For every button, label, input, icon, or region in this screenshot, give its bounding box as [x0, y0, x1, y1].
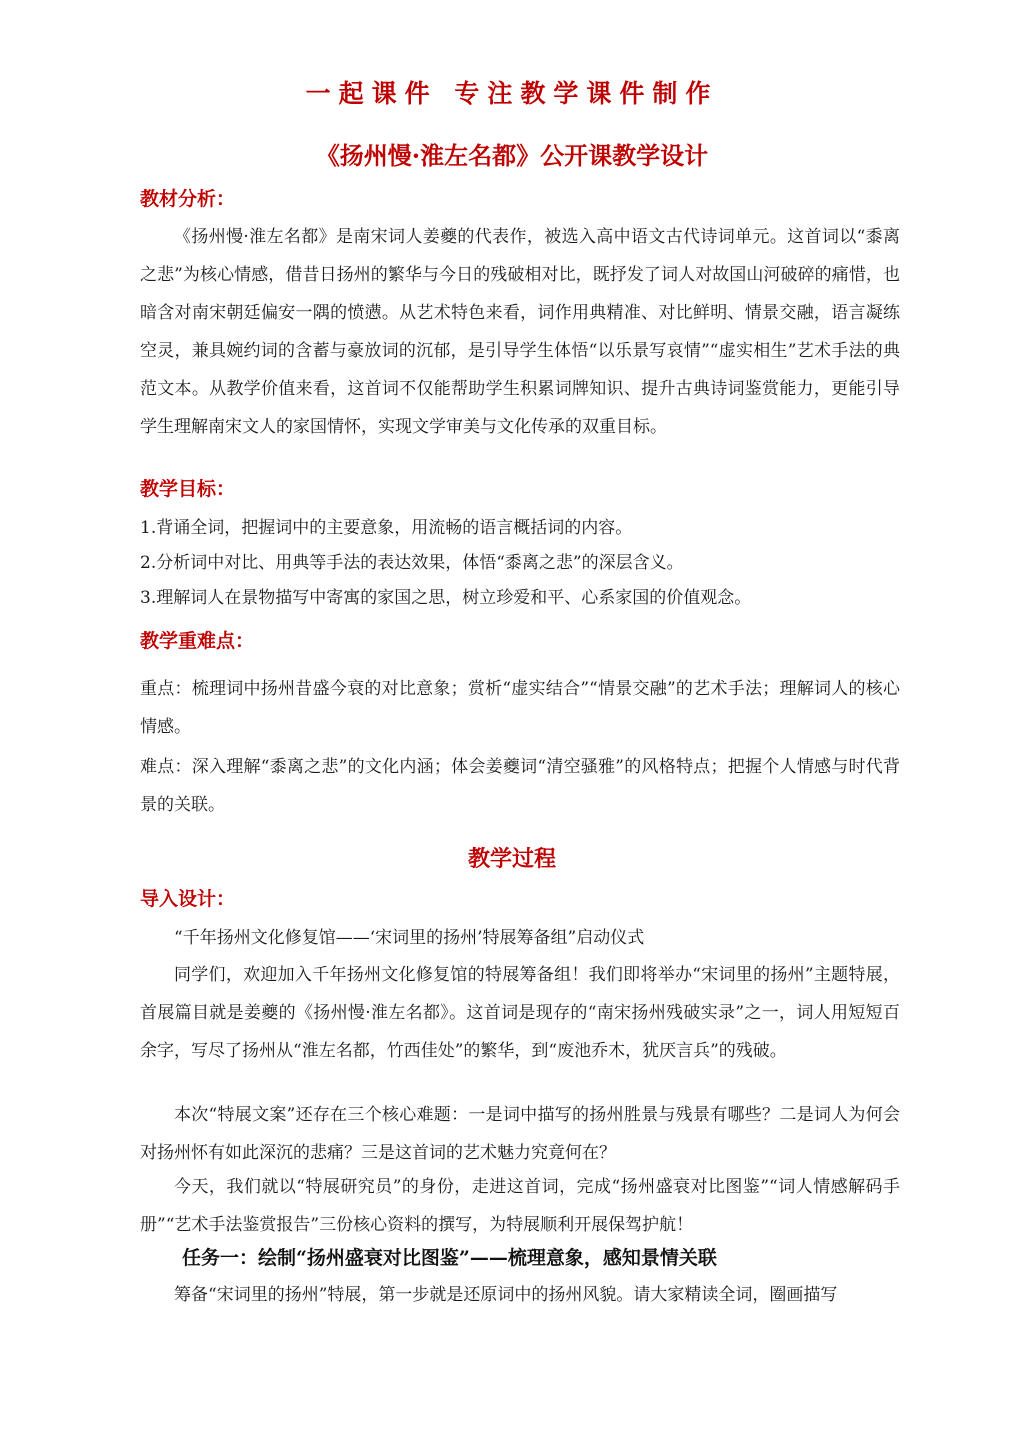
task-one-heading: 任务一：绘制“扬州盛衰对比图鉴”——梳理意象，感知景情关联: [182, 1247, 717, 1269]
difficult-point-paragraph: 难点：深入理解“黍离之悲”的文化内涵；体会姜夔词“清空骚雅”的风格特点；把握个人情感与时代背景的关联。: [140, 757, 900, 815]
goal-item: 1.背诵全词，把握词中的主要意象，用流畅的语言概括词的内容。: [140, 518, 633, 538]
today-paragraph: 今天，我们就以“特展研究员”的身份，走进这首词，完成“扬州盛衰对比图鉴”“词人情感解码手册”“艺术手法鉴赏报告”三份核心资料的撰写，为特展顺利开展保驾护航！: [140, 1177, 900, 1235]
problems-paragraph: 本次“特展文案”还存在三个核心难题：一是词中描写的扬州胜景与残景有哪些？二是词人为何会对扬州怀有如此深沉的悲痛？三是这首词的艺术魅力究竟何在？: [140, 1105, 900, 1163]
document-title: 《扬州慢·淮左名都》公开课教学设计: [315, 141, 709, 170]
section-heading-material: 教材分析：: [140, 188, 236, 210]
event-line: “千年扬州文化修复馆——‘宋词里的扬州’特展筹备组”启动仪式: [174, 928, 645, 948]
intro-paragraph: 同学们，欢迎加入千年扬州文化修复馆的特展筹备组！我们即将举办“宋词里的扬州”主题特展，首展篇目就是姜夔的《扬州慢·淮左名都》。这首词是现存的“南宋扬州残破实录”之一，词人用短短百余字，写尽了扬州从“淮左名都，竹西佳处”的繁华，到“废池乔木，犹厌言兵”的残破。: [140, 965, 900, 1061]
task-one-paragraph: 筹备“宋词里的扬州”特展，第一步就是还原词中的扬州风貌。请大家精读全词，圈画描写: [174, 1285, 838, 1305]
goal-item: 2.分析词中对比、用典等手法的表达效果，体悟“黍离之悲”的深层含义。: [140, 553, 684, 573]
section-heading-intro: 导入设计：: [140, 888, 236, 910]
key-point-paragraph: 重点：梳理词中扬州昔盛今衰的对比意象；赏析“虚实结合”“情景交融”的艺术手法；理解词人的核心情感。: [140, 679, 900, 737]
section-heading-keypoints: 教学重难点：: [140, 630, 255, 652]
section-heading-goals: 教学目标：: [140, 478, 236, 500]
goal-item: 3.理解词人在景物描写中寄寓的家国之思，树立珍爱和平、心系家国的价值观念。: [140, 588, 752, 608]
teaching-process-title: 教学过程: [467, 846, 556, 872]
material-analysis-paragraph: 《扬州慢·淮左名都》是南宋词人姜夔的代表作，被选入高中语文古代诗词单元。这首词以“黍离之悲”为核心情感，借昔日扬州的繁华与今日的残破相对比，既抒发了词人对故国山河破碎的痛惜，也暗含对南宋朝廷偏安一隅的愤懑。从艺术特色来看，词作用典精准、对比鲜明、情景交融，语言凝练空灵，兼具婉约词的含蓄与豪放词的沉郁，是引导学生体悟“以乐景写哀情”“虚实相生”艺术手法的典范文本。从教学价值来看，这首词不仅能帮助学生积累词牌知识、提升古典诗词鉴赏能力，更能引导学生理解南宋文人的家国情怀，实现文学审美与文化传承的双重目标。: [140, 227, 900, 437]
page-header: 一起课件 专注教学课件制作: [305, 79, 719, 108]
